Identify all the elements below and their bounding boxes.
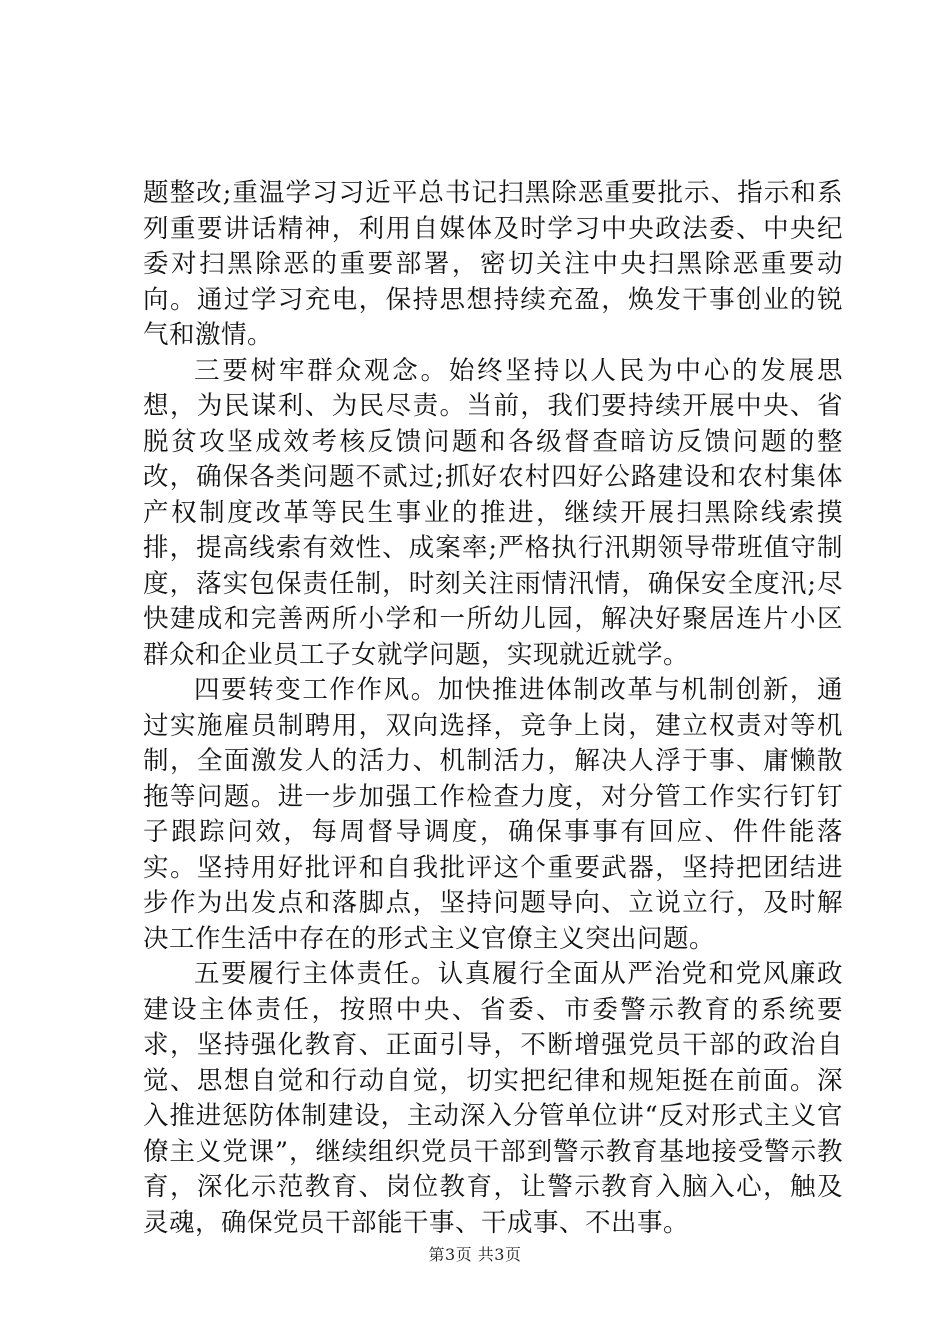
- paragraph-2: 三要树牢群众观念。始终坚持以人民为中心的发展思想，为民谋利、为民尽责。当前，我们要持续开展中央、省脱贫攻坚成效考核反馈问题和各级督查暗访反馈问题的整改，确保各类问题不贰过;抓好农村四好公路建设和农村集体产权制度改革等民生事业的推进，继续开展扫黑除线索摸排，提高线索有效性、成案率;严格执行汛期领导带班值守制度，落实包保责任制，时刻关注雨情汛情，确保安全度汛;尽快建成和完善两所小学和一所幼儿园，解决好聚居连片小区群众和企业员工子女就学问题，实现就近就学。: [143, 355, 843, 670]
- document-body: [143, 176, 843, 1241]
- page-footer: 第3页 共3页: [428, 1245, 522, 1264]
- paragraph-3: 四要转变工作作风。加快推进体制改革与机制创新，通过实施雇员制聘用，双向选择，竞争上岗，建立权责对等机制，全面激发人的活力、机制活力，解决人浮于事、庸懒散拖等问题。进一步加强工作检查力度，对分管工作实行钉钉子跟踪问效，每周督导调度，确保事事有回应、件件能落实。坚持用好批评和自我批评这个重要武器，坚持把团结进步作为出发点和落脚点，坚持问题导向、立说立行，及时解决工作生活中存在的形式主义官僚主义突出问题。: [143, 675, 843, 954]
- paragraph-4: 五要履行主体责任。认真履行全面从严治党和党风廉政建设主体责任，按照中央、省委、市委警示教育的系统要求，坚持强化教育、正面引导，不断增强党员干部的政治自觉、思想自觉和行动自觉，切实把纪律和规矩挺在前面。深入推进惩防体制建设，主动深入分管单位讲“反对形式主义官僚主义党课”，继续组织党员干部到警示教育基地接受警示教育，深化示范教育、岗位教育，让警示教育入脑入心，触及灵魂，确保党员干部能干事、干成事、不出事。: [143, 959, 843, 1238]
- paragraph-1: 题整改;重温学习习近平总书记扫黑除恶重要批示、指示和系列重要讲话精神，利用自媒体及时学习中央政法委、中央纪委对扫黑除恶的重要部署，密切关注中央扫黑除恶重要动向。通过学习充电，保持思想持续充盈，焕发干事创业的锐气和激情。: [143, 178, 843, 350]
